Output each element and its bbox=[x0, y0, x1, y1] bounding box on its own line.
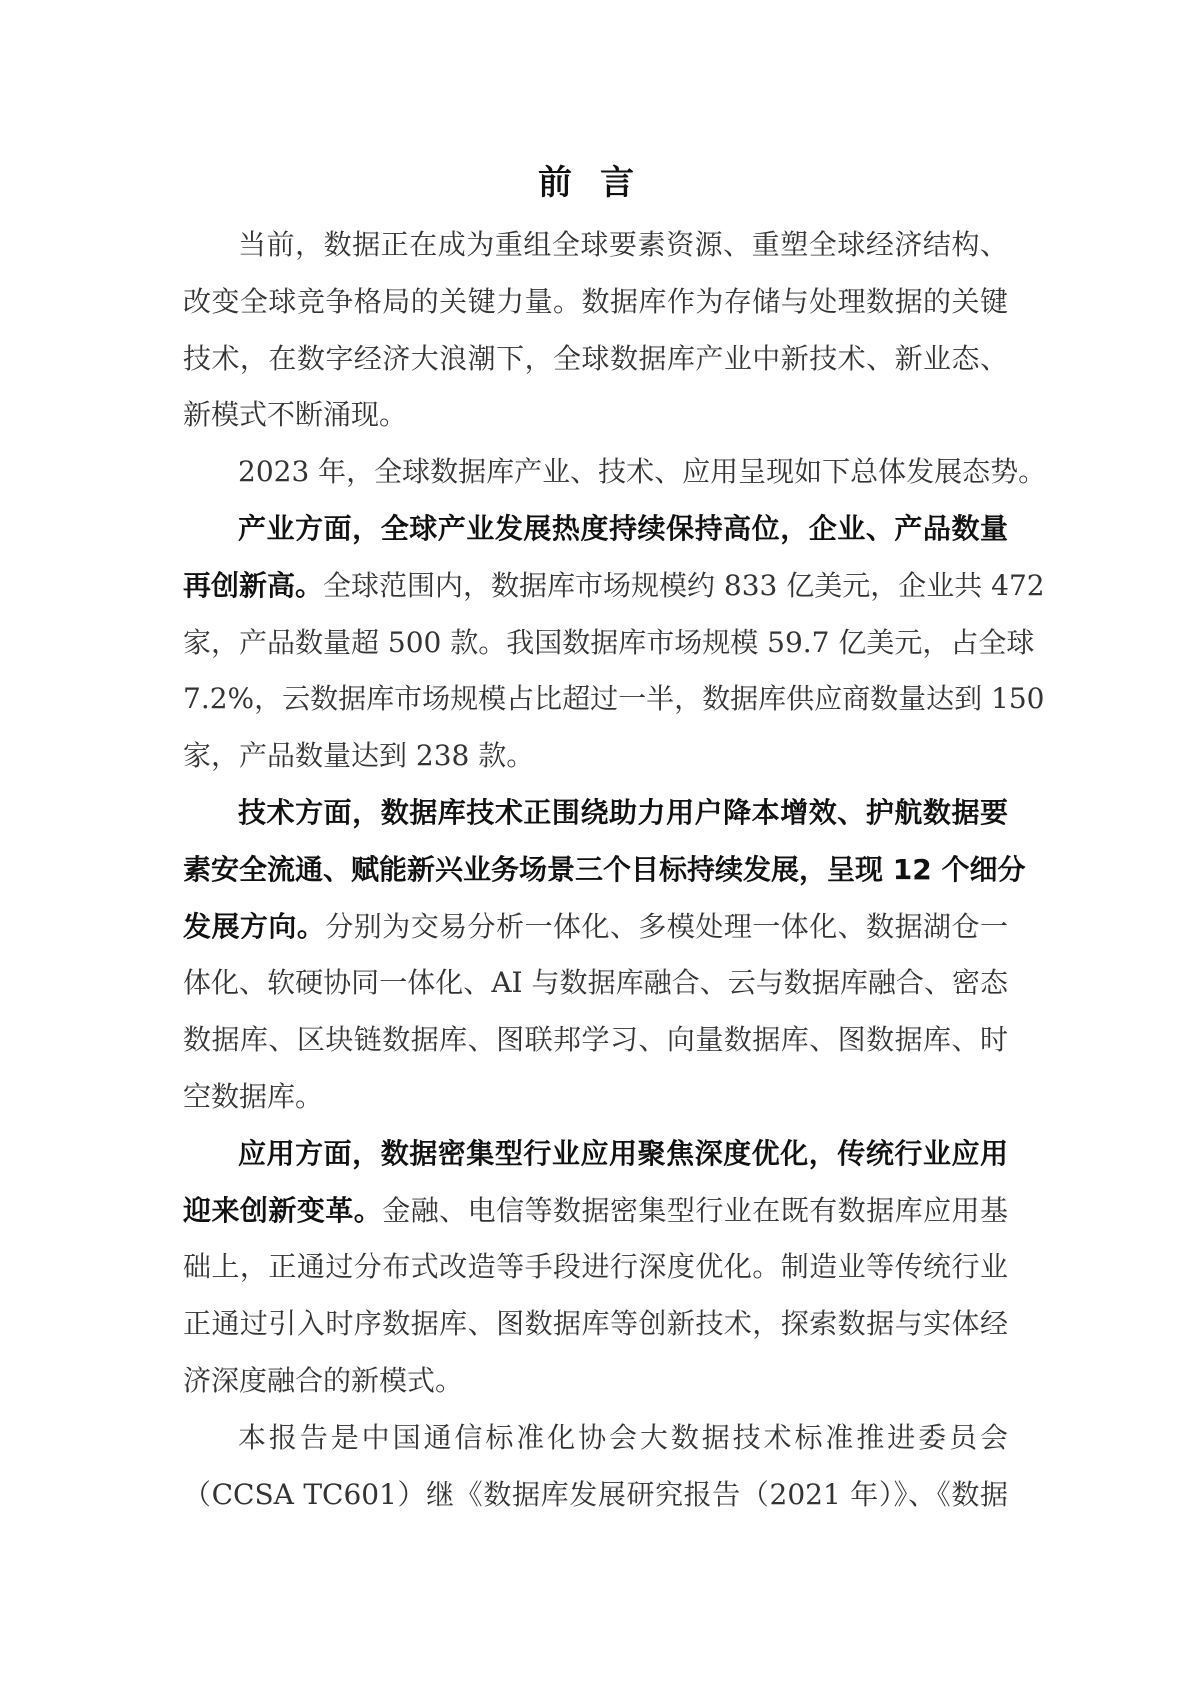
body-text: 正通过引入时序数据库、图数据库等创新技术，探索数据与实体经 bbox=[183, 1307, 1008, 1341]
bold-lead-text: 素安全流通、赋能新兴业务场景三个目标持续发展，呈现 12 个细分 bbox=[183, 852, 1026, 886]
body-text: 家，产品数量达到 238 款。 bbox=[183, 739, 535, 773]
body-text: 金融、电信等数据密集型行业在既有数据库应用基 bbox=[382, 1193, 1008, 1227]
text-line bbox=[183, 1069, 1008, 1126]
body-text: 体化、软硬协同一体化、AI 与数据库融合、云与数据库融合、密态 bbox=[183, 966, 1008, 1000]
body-text: 当前，数据正在成为重组全球要素资源、重塑全球经济结构、 bbox=[238, 228, 1008, 261]
bold-lead-text: 迎来创新变革。 bbox=[183, 1193, 383, 1227]
text-line bbox=[183, 899, 1008, 956]
text-line bbox=[183, 785, 1008, 842]
body-text: 数据库、区块链数据库、图联邦学习、向量数据库、图数据库、时 bbox=[183, 1023, 1008, 1057]
text-line bbox=[183, 1183, 1008, 1240]
paragraph bbox=[183, 1410, 1008, 1524]
body-text: 技术，在数字经济大浪潮下，全球数据库产业中新技术、新业态、 bbox=[183, 341, 1008, 375]
text-line bbox=[183, 1126, 1008, 1183]
text-line bbox=[183, 842, 1026, 899]
text-line bbox=[183, 331, 1008, 388]
body-text: 家，产品数量超 500 款。我国数据库市场规模 59.7 亿美元，占全球 bbox=[183, 625, 1035, 659]
document-body bbox=[183, 217, 1047, 1523]
body-text: 分别为交易分析一体化、多模处理一体化、数据湖仓一 bbox=[325, 909, 1008, 943]
body-text: 济深度融合的新模式。 bbox=[183, 1363, 464, 1397]
text-line bbox=[183, 1353, 1008, 1410]
paragraph bbox=[183, 444, 1047, 501]
text-line bbox=[183, 1410, 1008, 1467]
body-text: 全球范围内，数据库市场规模约 833 亿美元，企业共 472 bbox=[323, 568, 1045, 602]
text-line bbox=[183, 728, 1008, 785]
body-text: 础上，正通过分布式改造等手段进行深度优化。制造业等传统行业 bbox=[183, 1250, 1008, 1284]
bold-lead-text: 应用方面，数据密集型行业应用聚焦深度优化，传统行业应用 bbox=[238, 1136, 1008, 1170]
text-line bbox=[183, 217, 1008, 274]
bold-lead-text: 发展方向。 bbox=[183, 909, 326, 943]
bold-lead-text: 再创新高。 bbox=[183, 568, 324, 602]
paragraph bbox=[183, 785, 1026, 1126]
text-line bbox=[183, 1467, 1008, 1524]
text-line bbox=[183, 1012, 1008, 1069]
bold-lead-text: 产业方面，全球产业发展热度持续保持高位，企业、产品数量 bbox=[238, 511, 1008, 545]
body-text: 新模式不断涌现。 bbox=[183, 398, 408, 432]
body-text: 本报告是中国通信标准化协会大数据技术标准推进委员会 bbox=[238, 1420, 1008, 1454]
text-line bbox=[183, 387, 1008, 444]
text-line bbox=[183, 1239, 1008, 1296]
text-line bbox=[183, 1296, 1008, 1353]
text-line bbox=[183, 444, 1047, 501]
body-text: 7.2%，云数据库市场规模占比超过一半，数据库供应商数量达到 150 bbox=[183, 682, 1045, 716]
paragraph bbox=[183, 1126, 1008, 1410]
body-text: 改变全球竞争格局的关键力量。数据库作为存储与处理数据的关键 bbox=[183, 284, 1008, 318]
body-text: （CCSA TC601）继《数据库发展研究报告（2021 年）》、《数据 bbox=[183, 1477, 1008, 1511]
page-title: 前言 bbox=[538, 163, 662, 203]
text-line bbox=[183, 955, 1008, 1012]
text-line bbox=[183, 501, 1008, 558]
paragraph bbox=[183, 501, 1045, 785]
text-line bbox=[183, 558, 1045, 615]
paragraph bbox=[183, 217, 1008, 444]
text-line bbox=[183, 274, 1008, 331]
text-line bbox=[183, 615, 1035, 672]
text-line bbox=[183, 671, 1045, 728]
body-text: 空数据库。 bbox=[183, 1079, 324, 1113]
bold-lead-text: 技术方面，数据库技术正围绕助力用户降本增效、护航数据要 bbox=[238, 795, 1008, 829]
body-text: 2023 年，全球数据库产业、技术、应用呈现如下总体发展态势。 bbox=[238, 455, 1047, 489]
